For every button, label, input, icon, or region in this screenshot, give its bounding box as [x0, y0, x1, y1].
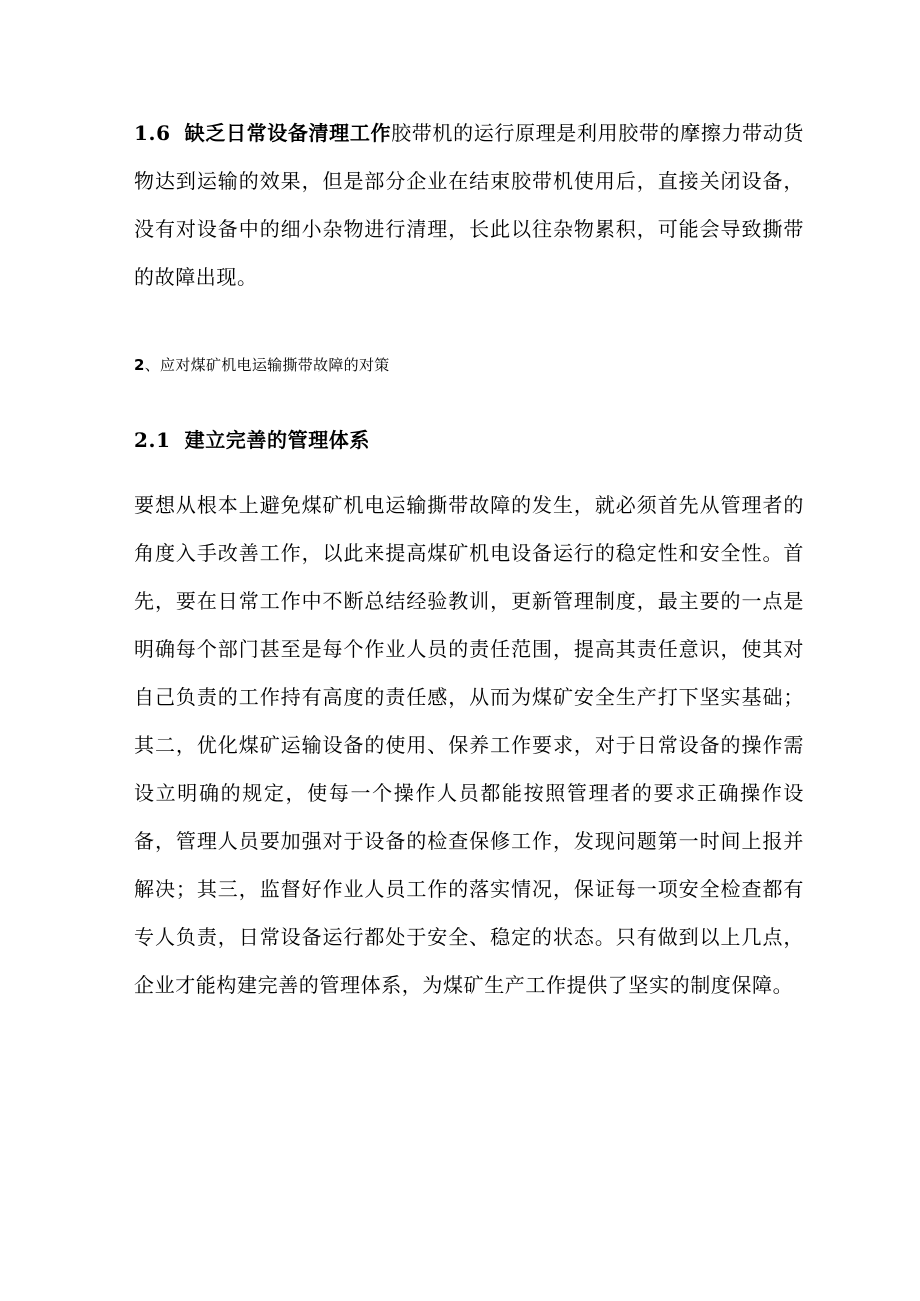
section-1-6-number: 1.6: [134, 121, 171, 145]
section-2-title: 、应对煤矿机电运输撕带故障的对策: [144, 356, 390, 374]
section-1-6-paragraph: [134, 109, 804, 301]
section-1-6-title: 缺乏日常设备清理工作: [184, 121, 392, 145]
section-2-1-number: 2.1: [134, 428, 171, 452]
section-2-1-title: 建立完善的管理体系: [184, 428, 371, 452]
section-2-heading: [134, 350, 390, 380]
section-2-1-heading: [134, 416, 370, 464]
section-1-6-body: 胶带机的运行原理是利用胶带的摩擦力带动货物达到运输的效果，但是部分企业在结束胶带机使用后，直接关闭设备，没有对设备中的细小杂物进行清理，长此以往杂物累积，可能会导致撕带的故障出现。: [134, 121, 805, 289]
section-2-number: 2: [134, 356, 145, 374]
section-2-1-body: 要想从根本上避免煤矿机电运输撕带故障的发生，就必须首先从管理者的角度入手改善工作，以此来提高煤矿机电设备运行的稳定性和安全性。首先，要在日常工作中不断总结经验教训，更新管理制度，最主要的一点是明确每个部门甚至是每个作业人员的责任范围，提高其责任意识，使其对自己负责的工作持有高度的责任感，从而为煤矿安全生产打下坚实基础；其二，优化煤矿运输设备的使用、保养工作要求，对于日常设备的操作需设立明确的规定，使每一个操作人员都能按照管理者的要求正确操作设备，管理人员要加强对于设备的检查保修工作，发现问题第一时间上报并解决；其三，监督好作业人员工作的落实情况，保证每一项安全检查都有专人负责，日常设备运行都处于安全、稳定的状态。只有做到以上几点，企业才能构建完善的管理体系，为煤矿生产工作提供了坚实的制度保障。: [134, 493, 804, 997]
